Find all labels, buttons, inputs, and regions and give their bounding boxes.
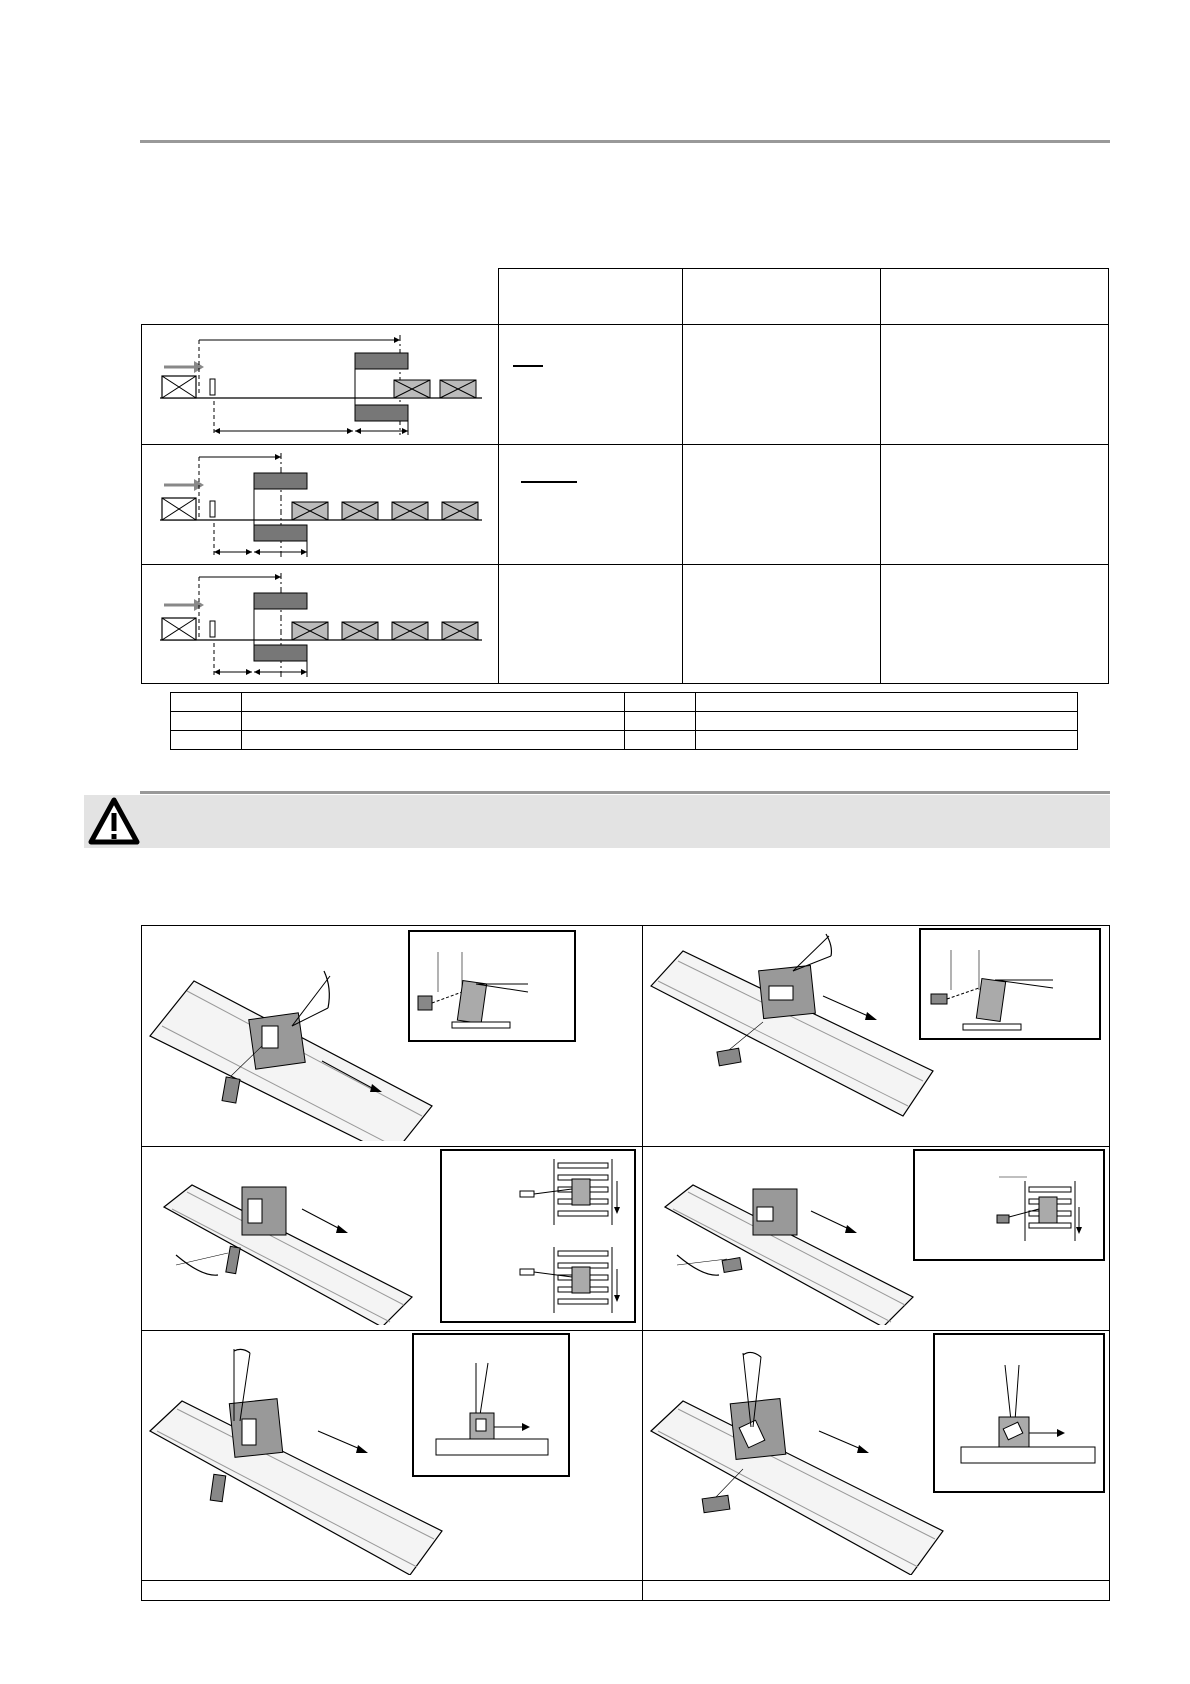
inset-box	[412, 1333, 570, 1477]
mount-footer-2	[643, 1581, 1110, 1601]
timing-row-3-col-3	[881, 565, 1109, 684]
timing-diagram-1-svg	[142, 325, 498, 443]
legend-cell	[625, 712, 696, 731]
timing-row-1-col-3	[881, 325, 1109, 445]
mounting-table	[141, 925, 1110, 1601]
inset-diagram	[442, 1151, 634, 1321]
inset-box	[933, 1333, 1105, 1493]
legend-cell	[241, 712, 625, 731]
warning-bar	[84, 795, 1110, 848]
timing-diagram-3-svg	[142, 565, 498, 682]
legend-cell	[696, 693, 1078, 712]
mount-cell-4	[643, 1147, 1110, 1331]
timing-diagram-1	[142, 325, 499, 445]
inset-box	[440, 1149, 636, 1323]
legend-cell	[171, 731, 242, 750]
timing-row-2-col-2	[682, 445, 881, 565]
timing-row-2-col-3	[881, 445, 1109, 565]
legend-cell	[696, 712, 1078, 731]
timing-row-2-col-1	[499, 445, 683, 565]
top-rule	[140, 140, 1110, 143]
timing-header-col-2	[682, 269, 881, 325]
timing-diagram-2	[142, 445, 499, 565]
inset-diagram	[410, 932, 574, 1040]
timing-row-3-col-2	[682, 565, 881, 684]
timing-diagram-3	[142, 565, 499, 684]
timing-header-blank	[142, 269, 499, 325]
legend-cell	[696, 731, 1078, 750]
timing-row-3-col-1	[499, 565, 683, 684]
inset-diagram	[921, 930, 1099, 1038]
underline-mark	[521, 481, 577, 483]
timing-header-col-3	[881, 269, 1109, 325]
legend-cell	[171, 712, 242, 731]
legend-cell	[625, 693, 696, 712]
legend-cell	[171, 693, 242, 712]
inset-box	[919, 928, 1101, 1040]
timing-header-col-1	[499, 269, 683, 325]
mount-cell-6	[643, 1331, 1110, 1581]
mount-footer-1	[142, 1581, 643, 1601]
timing-row-1-col-1	[499, 325, 683, 445]
timing-table	[141, 268, 1109, 684]
inset-diagram	[414, 1335, 568, 1475]
legend-table	[170, 692, 1078, 750]
inset-box	[408, 930, 576, 1042]
legend-cell	[241, 693, 625, 712]
underline-mark	[513, 365, 543, 367]
inset-box	[913, 1149, 1105, 1261]
warning-triangle-icon	[88, 797, 140, 845]
mount-cell-2	[643, 926, 1110, 1147]
inset-diagram	[915, 1151, 1103, 1259]
timing-row-1-col-2	[682, 325, 881, 445]
mount-cell-1	[142, 926, 643, 1147]
legend-cell	[241, 731, 625, 750]
timing-diagram-2-svg	[142, 445, 498, 563]
mount-cell-5	[142, 1331, 643, 1581]
section-rule	[140, 791, 1110, 794]
mount-cell-3	[142, 1147, 643, 1331]
inset-diagram	[935, 1335, 1103, 1491]
legend-cell	[625, 731, 696, 750]
